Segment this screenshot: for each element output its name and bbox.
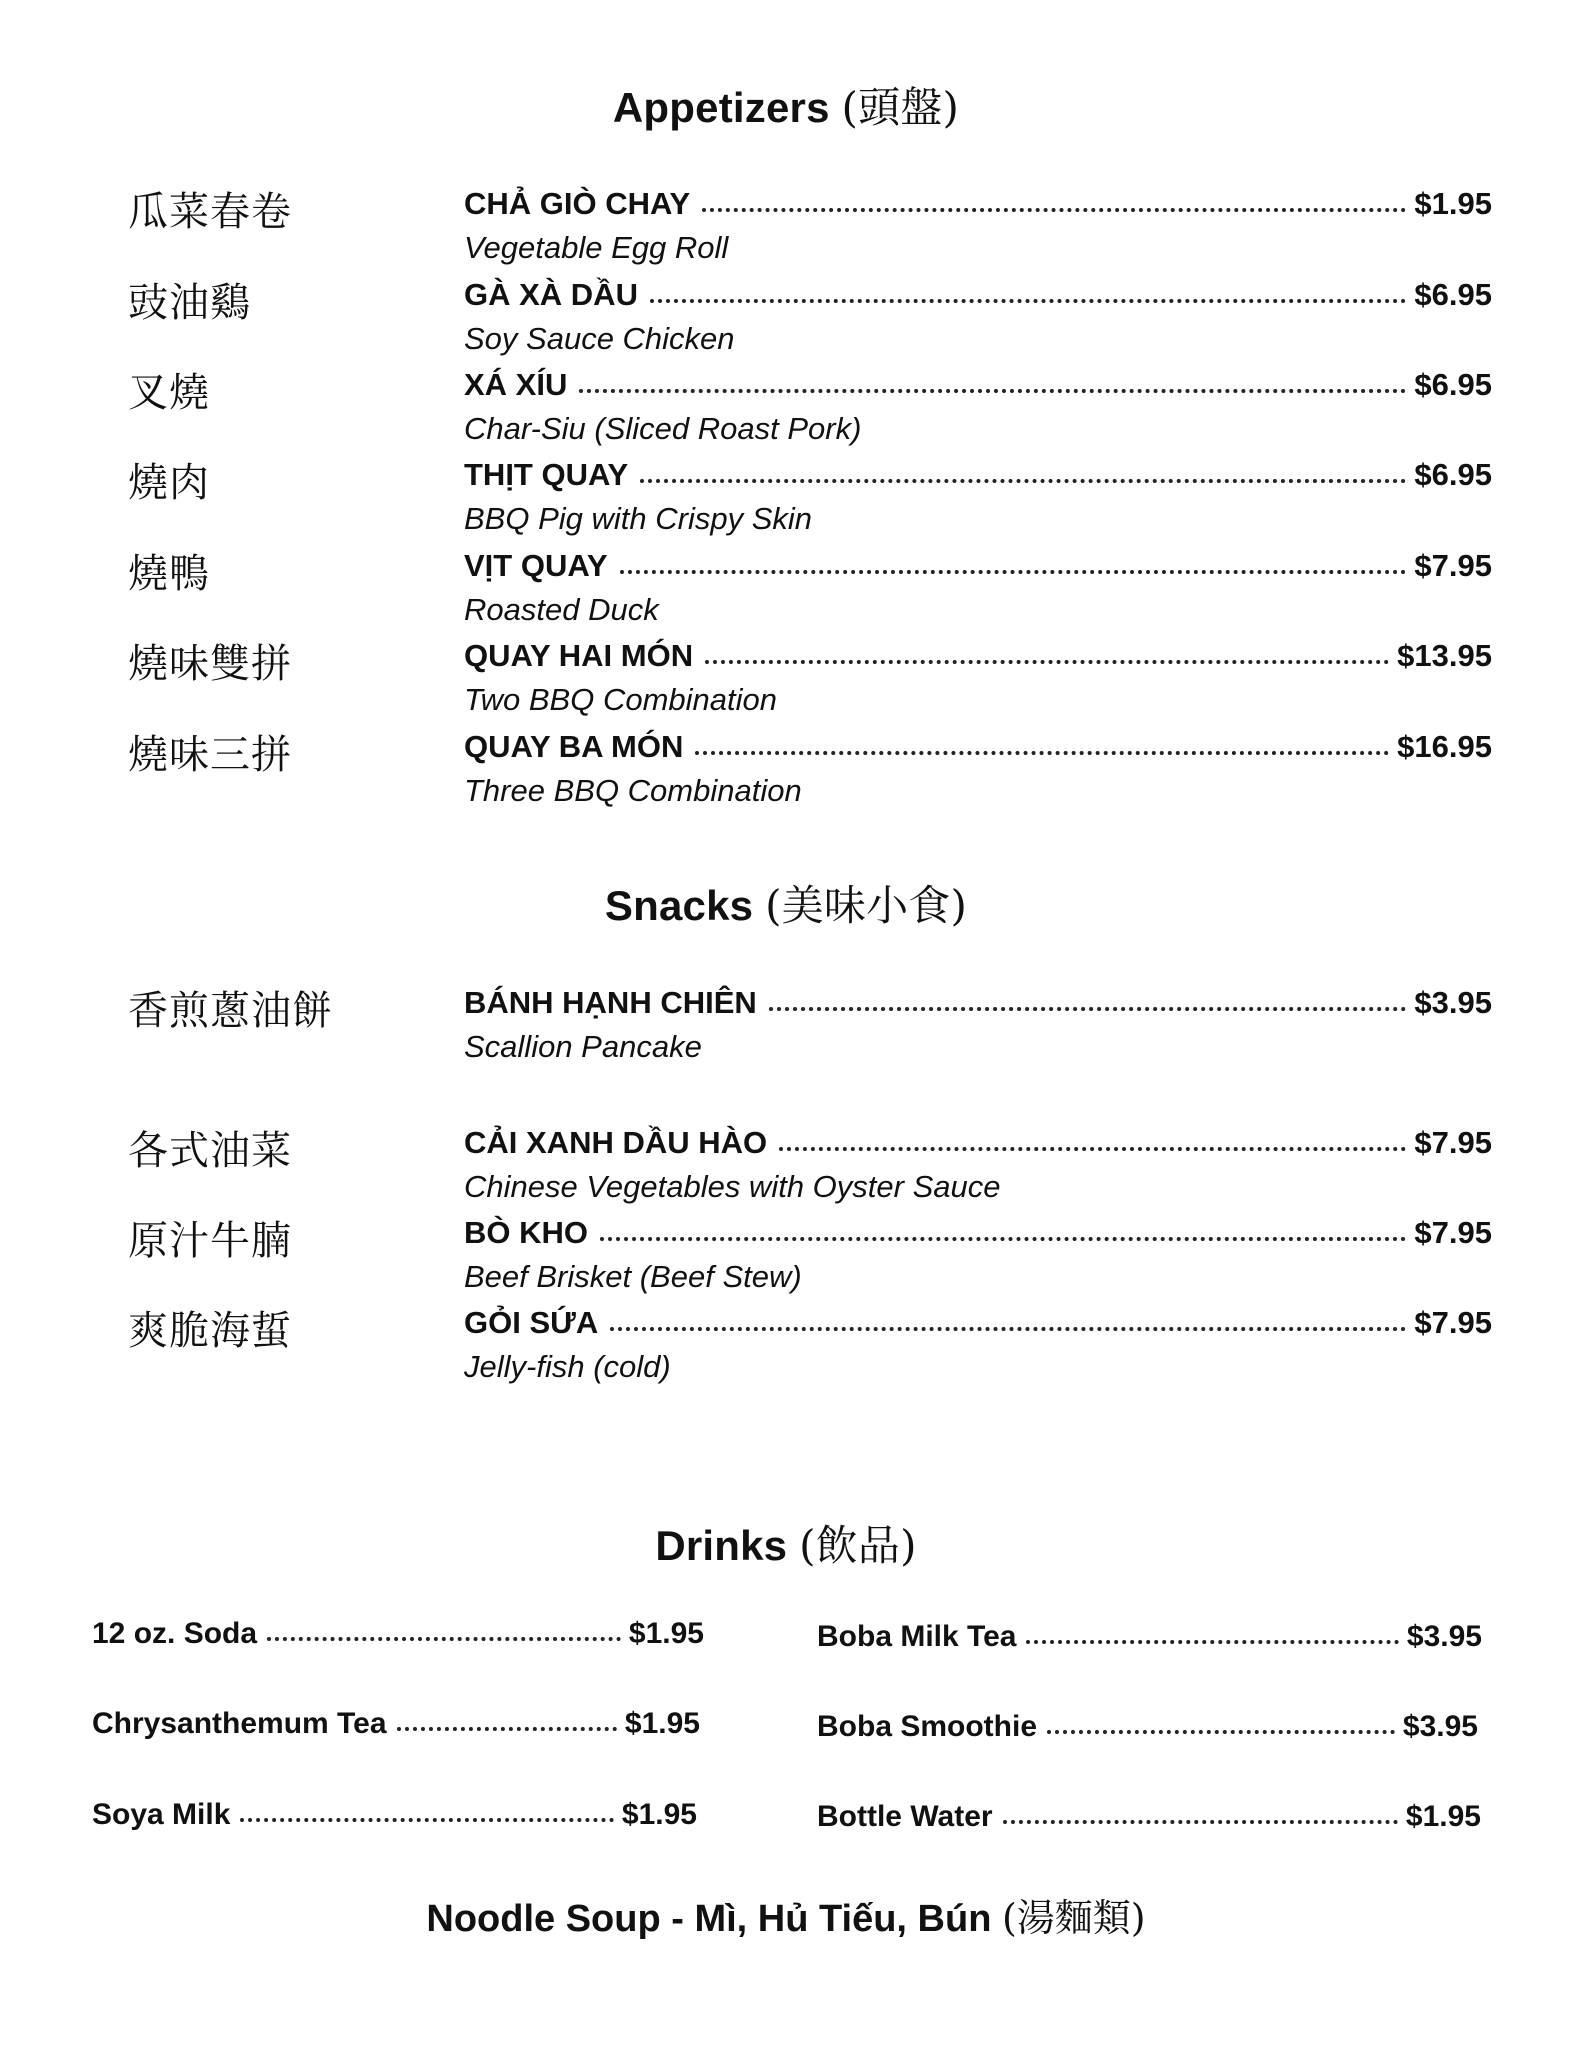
snacks-title: Snacks bbox=[604, 882, 754, 929]
item-name: CẢI XANH DẦU HÀO bbox=[464, 1125, 768, 1160]
dot-leader bbox=[397, 1727, 617, 1731]
drink-name: Bottle Water bbox=[817, 1800, 993, 1833]
item-line bbox=[464, 277, 1492, 313]
item-description: Beef Brisket (Beef Stew) bbox=[464, 1259, 802, 1294]
drink-item bbox=[92, 1798, 697, 1832]
drinks-heading bbox=[0, 1513, 1572, 1573]
item-line bbox=[464, 638, 1492, 674]
item-price: $7.95 bbox=[1414, 1215, 1492, 1250]
item-price: $7.95 bbox=[1414, 1125, 1492, 1160]
item-chinese-name: 豉油鷄 bbox=[128, 280, 251, 326]
item-name: QUAY BA MÓN bbox=[464, 729, 684, 764]
item-line bbox=[464, 1305, 1492, 1341]
item-chinese-name: 燒肉 bbox=[128, 460, 210, 506]
drink-name: Chrysanthemum Tea bbox=[92, 1707, 387, 1740]
item-chinese-name: 燒味雙拼 bbox=[128, 641, 292, 687]
item-name: CHẢ GIÒ CHAY bbox=[464, 186, 691, 221]
dot-leader bbox=[1003, 1820, 1398, 1824]
item-name: QUAY HAI MÓN bbox=[464, 638, 694, 673]
item-description: Soy Sauce Chicken bbox=[464, 321, 735, 356]
item-price: $6.95 bbox=[1414, 277, 1492, 312]
item-description: Three BBQ Combination bbox=[464, 773, 802, 808]
drink-price: $1.95 bbox=[624, 1707, 700, 1740]
item-description: Vegetable Egg Roll bbox=[464, 230, 729, 265]
dot-leader bbox=[240, 1818, 614, 1822]
drink-price: $3.95 bbox=[1402, 1710, 1478, 1743]
item-line bbox=[464, 457, 1492, 493]
item-line bbox=[464, 1215, 1492, 1251]
dot-leader bbox=[600, 1237, 1406, 1241]
item-name: BÁNH HẠNH CHIÊN bbox=[464, 985, 757, 1020]
drink-price: $1.95 bbox=[1405, 1800, 1481, 1833]
item-name: BÒ KHO bbox=[464, 1215, 588, 1250]
drink-item bbox=[817, 1800, 1481, 1834]
item-description: BBQ Pig with Crispy Skin bbox=[464, 501, 812, 536]
item-description: Jelly-fish (cold) bbox=[464, 1349, 671, 1384]
dot-leader bbox=[1047, 1730, 1395, 1734]
appetizers-heading bbox=[0, 75, 1572, 135]
item-chinese-name: 燒鴨 bbox=[128, 551, 210, 597]
drink-item bbox=[817, 1710, 1478, 1744]
item-chinese-name: 爽脆海蜇 bbox=[128, 1308, 292, 1354]
noodle-soup-title-cn: (湯麵類) bbox=[1001, 1896, 1146, 1940]
dot-leader bbox=[650, 299, 1406, 303]
snacks-title-cn: (美味小食) bbox=[765, 881, 968, 930]
dot-leader bbox=[1026, 1640, 1398, 1644]
item-name: GỎI SỨA bbox=[464, 1305, 599, 1340]
dot-leader bbox=[620, 570, 1407, 574]
drink-item bbox=[92, 1617, 704, 1651]
item-name: THỊT QUAY bbox=[464, 457, 629, 492]
noodle-soup-title: Noodle Soup - Mì, Hủ Tiếu, Bún bbox=[426, 1898, 992, 1940]
item-price: $6.95 bbox=[1414, 367, 1492, 402]
dot-leader bbox=[705, 660, 1389, 664]
noodle-soup-heading bbox=[0, 1887, 1572, 1942]
drink-name: Soya Milk bbox=[92, 1798, 231, 1831]
drink-price: $1.95 bbox=[621, 1798, 697, 1831]
item-name: XÁ XÍU bbox=[464, 367, 568, 402]
item-price: $1.95 bbox=[1414, 186, 1492, 221]
drinks-title-cn: (飲品) bbox=[799, 1521, 917, 1570]
item-chinese-name: 瓜菜春卷 bbox=[128, 189, 292, 235]
item-price: $16.95 bbox=[1397, 729, 1492, 764]
appetizers-title: Appetizers bbox=[612, 84, 830, 131]
item-description: Two BBQ Combination bbox=[464, 682, 777, 717]
item-line bbox=[464, 367, 1492, 403]
dot-leader bbox=[610, 1327, 1406, 1331]
item-price: $7.95 bbox=[1414, 1305, 1492, 1340]
dot-leader bbox=[579, 389, 1406, 393]
drink-price: $3.95 bbox=[1406, 1620, 1482, 1653]
item-chinese-name: 香煎蔥油餅 bbox=[128, 988, 333, 1034]
dot-leader bbox=[695, 751, 1389, 755]
item-chinese-name: 燒味三拼 bbox=[128, 732, 292, 778]
drink-name: Boba Smoothie bbox=[817, 1710, 1038, 1743]
item-name: GÀ XÀ DẦU bbox=[464, 277, 638, 312]
item-description: Chinese Vegetables with Oyster Sauce bbox=[464, 1169, 1001, 1204]
item-price: $3.95 bbox=[1414, 985, 1492, 1020]
snacks-heading bbox=[0, 873, 1572, 933]
appetizers-title-cn: (頭盤) bbox=[841, 83, 960, 132]
drink-item bbox=[817, 1620, 1482, 1654]
item-chinese-name: 各式油菜 bbox=[128, 1128, 292, 1174]
item-description: Roasted Duck bbox=[464, 592, 659, 627]
drink-name: Boba Milk Tea bbox=[817, 1620, 1017, 1653]
item-line bbox=[464, 186, 1492, 222]
item-line bbox=[464, 729, 1492, 765]
item-line bbox=[464, 985, 1492, 1021]
item-line bbox=[464, 1125, 1492, 1161]
dot-leader bbox=[640, 479, 1406, 483]
dot-leader bbox=[702, 208, 1406, 212]
item-price: $7.95 bbox=[1414, 548, 1492, 583]
dot-leader bbox=[267, 1637, 621, 1641]
item-name: VỊT QUAY bbox=[464, 548, 608, 583]
item-description: Char-Siu (Sliced Roast Pork) bbox=[464, 411, 862, 446]
drink-price: $1.95 bbox=[628, 1617, 704, 1650]
item-chinese-name: 原汁牛腩 bbox=[128, 1218, 292, 1264]
dot-leader bbox=[779, 1147, 1406, 1151]
drinks-title: Drinks bbox=[655, 1522, 788, 1569]
item-line bbox=[464, 548, 1492, 584]
drink-item bbox=[92, 1707, 700, 1741]
item-description: Scallion Pancake bbox=[464, 1029, 702, 1064]
drink-name: 12 oz. Soda bbox=[92, 1617, 258, 1650]
item-price: $13.95 bbox=[1397, 638, 1492, 673]
item-chinese-name: 叉燒 bbox=[128, 370, 210, 416]
dot-leader bbox=[769, 1007, 1407, 1011]
item-price: $6.95 bbox=[1414, 457, 1492, 492]
